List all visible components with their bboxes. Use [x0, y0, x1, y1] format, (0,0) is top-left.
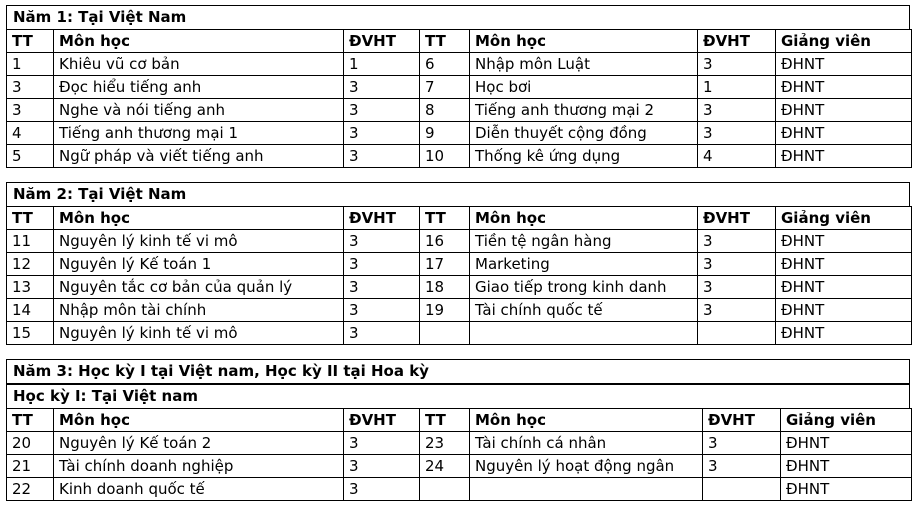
cell: 3	[344, 76, 420, 99]
col-header: ĐVHT	[344, 409, 420, 432]
table-row	[7, 299, 912, 322]
table-header-row	[7, 409, 912, 432]
cell	[420, 478, 470, 501]
cell: 3	[703, 455, 781, 478]
table-row	[7, 99, 912, 122]
cell	[703, 478, 781, 501]
cell: Tiếng anh thương mại 1	[54, 122, 344, 145]
cell: Nguyên tắc cơ bản của quản lý	[54, 276, 344, 299]
cell: 12	[7, 253, 54, 276]
table-row	[7, 455, 912, 478]
cell: ĐHNT	[776, 122, 912, 145]
year-2-table	[6, 206, 912, 345]
table-row	[7, 432, 912, 455]
cell: ĐHNT	[781, 478, 912, 501]
table-header-row	[7, 30, 912, 53]
cell: 14	[7, 299, 54, 322]
cell: 1	[698, 76, 776, 99]
cell: Khiêu vũ cơ bản	[54, 53, 344, 76]
cell	[470, 478, 703, 501]
cell: Thống kê ứng dụng	[470, 145, 698, 168]
col-header: Môn học	[54, 409, 344, 432]
table-row	[7, 76, 912, 99]
cell: Tiền tệ ngân hàng	[470, 230, 698, 253]
cell: ĐHNT	[776, 322, 912, 345]
cell: 3	[698, 276, 776, 299]
col-header: TT	[7, 207, 54, 230]
cell: ĐHNT	[776, 99, 912, 122]
cell: ĐHNT	[776, 145, 912, 168]
cell: 3	[344, 230, 420, 253]
cell: ĐHNT	[776, 53, 912, 76]
col-header: ĐVHT	[344, 30, 420, 53]
col-header: ĐVHT	[698, 30, 776, 53]
col-header: Môn học	[470, 30, 698, 53]
cell: 3	[344, 145, 420, 168]
cell: 17	[420, 253, 470, 276]
col-header: TT	[7, 409, 54, 432]
cell: 3	[344, 455, 420, 478]
cell	[420, 322, 470, 345]
cell: Nguyên lý kinh tế vi mô	[54, 230, 344, 253]
cell: 19	[420, 299, 470, 322]
cell: 1	[7, 53, 54, 76]
col-header: Môn học	[470, 207, 698, 230]
col-header: ĐVHT	[698, 207, 776, 230]
cell: ĐHNT	[776, 253, 912, 276]
cell: 3	[344, 299, 420, 322]
cell: 3	[344, 432, 420, 455]
col-header: Giảng viên	[776, 30, 912, 53]
cell: Nhập môn Luật	[470, 53, 698, 76]
cell: Nguyên lý hoạt động ngân	[470, 455, 703, 478]
cell: ĐHNT	[781, 432, 912, 455]
cell: 3	[698, 53, 776, 76]
section-title-year-2: Năm 2: Tại Việt Nam	[6, 182, 910, 207]
cell: Nhập môn tài chính	[54, 299, 344, 322]
cell: 3	[344, 478, 420, 501]
table-row	[7, 322, 912, 345]
col-header: Môn học	[470, 409, 703, 432]
cell: Ngữ pháp và viết tiếng anh	[54, 145, 344, 168]
cell: 3	[7, 76, 54, 99]
col-header: TT	[420, 207, 470, 230]
cell: 10	[420, 145, 470, 168]
cell: 3	[7, 99, 54, 122]
cell: 5	[7, 145, 54, 168]
cell: Tài chính cá nhân	[470, 432, 703, 455]
cell: 23	[420, 432, 470, 455]
cell: 15	[7, 322, 54, 345]
cell: 3	[703, 432, 781, 455]
cell: ĐHNT	[776, 299, 912, 322]
section-subtitle-semester-1: Học kỳ I: Tại Việt nam	[6, 384, 910, 409]
cell: Nguyên lý Kế toán 2	[54, 432, 344, 455]
col-header: TT	[420, 30, 470, 53]
cell: Nghe và nói tiếng anh	[54, 99, 344, 122]
cell: Nguyên lý kinh tế vi mô	[54, 322, 344, 345]
col-header: TT	[420, 409, 470, 432]
cell: 3	[344, 122, 420, 145]
cell: 1	[344, 53, 420, 76]
year-3-table	[6, 408, 912, 501]
table-row	[7, 145, 912, 168]
cell: 3	[344, 276, 420, 299]
cell: 3	[698, 253, 776, 276]
col-header: TT	[7, 30, 54, 53]
cell: 21	[7, 455, 54, 478]
cell: 11	[7, 230, 54, 253]
col-header: Môn học	[54, 30, 344, 53]
table-header-row	[7, 207, 912, 230]
cell: ĐHNT	[776, 276, 912, 299]
cell: Tiếng anh thương mại 2	[470, 99, 698, 122]
cell: ĐHNT	[781, 455, 912, 478]
cell: 3	[698, 299, 776, 322]
cell: 16	[420, 230, 470, 253]
cell: 4	[7, 122, 54, 145]
cell: Tài chính doanh nghiệp	[54, 455, 344, 478]
cell: 18	[420, 276, 470, 299]
cell: 7	[420, 76, 470, 99]
cell: Nguyên lý Kế toán 1	[54, 253, 344, 276]
cell	[470, 322, 698, 345]
cell: 8	[420, 99, 470, 122]
cell: Giao tiếp trong kinh danh	[470, 276, 698, 299]
cell: 3	[698, 99, 776, 122]
cell	[698, 322, 776, 345]
section-title-year-1: Năm 1: Tại Việt Nam	[6, 5, 910, 30]
cell: Diễn thuyết cộng đồng	[470, 122, 698, 145]
section-title-year-3: Năm 3: Học kỳ I tại Việt nam, Học kỳ II tại Hoa kỳ	[6, 359, 910, 384]
table-row	[7, 122, 912, 145]
cell: 22	[7, 478, 54, 501]
cell: 3	[698, 230, 776, 253]
cell: 13	[7, 276, 54, 299]
table-row	[7, 230, 912, 253]
cell: Học bơi	[470, 76, 698, 99]
cell: 20	[7, 432, 54, 455]
cell: ĐHNT	[776, 76, 912, 99]
table-row	[7, 253, 912, 276]
cell: Marketing	[470, 253, 698, 276]
cell: 9	[420, 122, 470, 145]
cell: 6	[420, 53, 470, 76]
cell: 3	[344, 322, 420, 345]
col-header: Giảng viên	[776, 207, 912, 230]
cell: 24	[420, 455, 470, 478]
year-1-table	[6, 29, 912, 168]
col-header: Giảng viên	[781, 409, 912, 432]
col-header: ĐVHT	[703, 409, 781, 432]
cell: ĐHNT	[776, 230, 912, 253]
table-row	[7, 276, 912, 299]
cell: 4	[698, 145, 776, 168]
table-row	[7, 53, 912, 76]
col-header: Môn học	[54, 207, 344, 230]
cell: Tài chính quốc tế	[470, 299, 698, 322]
cell: Kinh doanh quốc tế	[54, 478, 344, 501]
col-header: ĐVHT	[344, 207, 420, 230]
cell: 3	[344, 253, 420, 276]
cell: 3	[698, 122, 776, 145]
cell: 3	[344, 99, 420, 122]
cell: Đọc hiểu tiếng anh	[54, 76, 344, 99]
table-row	[7, 478, 912, 501]
